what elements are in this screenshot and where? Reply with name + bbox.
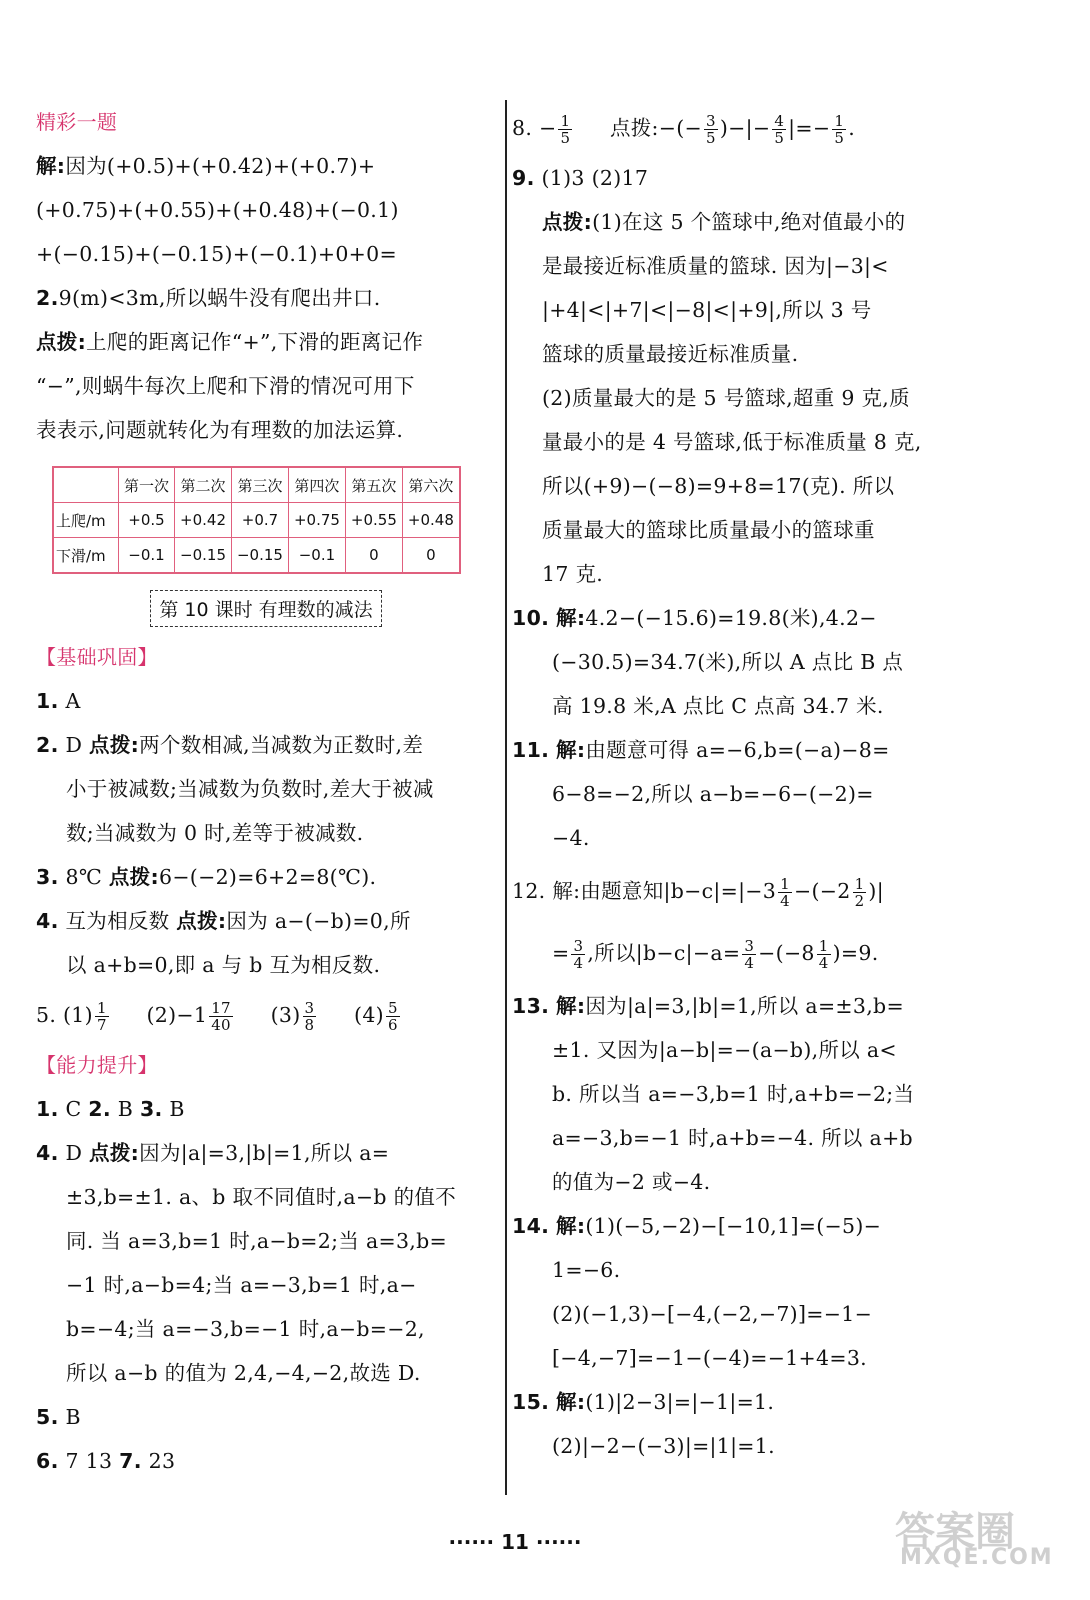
answer-line: −1 时,a−b=4;当 a=−3,b=1 时,a− <box>66 1273 417 1297</box>
answer-line: 1. A <box>36 689 81 713</box>
answer-line: ±1. 又因为|a−b|=−(a−b),所以 a< <box>552 1038 897 1062</box>
answer-line-q5 <box>36 987 496 1043</box>
q5-part: (2)−1 <box>146 1003 208 1027</box>
table-cell: 第四次 <box>288 467 345 503</box>
answer-line: b. 所以当 a=−3,b=1 时,a+b=−2;当 <box>552 1082 915 1106</box>
answer-line: 质量最大的篮球比质量最小的篮球重 <box>542 518 875 542</box>
fraction: $\frac{1}{7}$ <box>96 999 107 1034</box>
answer-line: 量最小的是 4 号篮球,低于标准质量 8 克, <box>542 430 922 454</box>
jingcai-line: 解:因为(+0.5)+(+0.42)+(+0.7)+ <box>36 154 376 178</box>
watermark-url: MXQE.COM <box>900 1545 1054 1570</box>
q5-label: 5. <box>36 1003 57 1027</box>
q8-label: 8. − <box>512 116 557 140</box>
page-number: ······ 11 ······ <box>448 1530 582 1554</box>
lesson-title-text: 第 10 课时 有理数的减法 <box>150 590 381 627</box>
table-cell: −0.15 <box>231 538 288 574</box>
answer-line-q12b <box>512 922 982 984</box>
fraction: $\frac{3}{8}$ <box>304 999 315 1034</box>
answer-line: 14. 解:(1)(−5,−2)−[−10,1]=(−5)− <box>512 1214 882 1238</box>
table-cell: 0 <box>402 538 459 574</box>
snail-climb-table <box>52 466 461 574</box>
answer-line-q8 <box>512 100 982 156</box>
answer-line: 1=−6. <box>552 1258 621 1282</box>
table-cell: 第六次 <box>402 467 459 503</box>
answer-line: 数;当减数为 0 时,差等于被减数. <box>66 821 364 845</box>
table-cell: 第三次 <box>231 467 288 503</box>
answer-line: (2)|−2−(−3)|=|1|=1. <box>552 1434 775 1458</box>
fraction: $\frac{5}{6}$ <box>387 999 398 1034</box>
column-divider <box>505 100 507 1495</box>
table-cell: 第二次 <box>175 467 232 503</box>
answer-line: (−30.5)=34.7(米),所以 A 点比 B 点 <box>552 650 904 674</box>
answer-line-q12 <box>512 860 982 922</box>
jingcai-line: 表表示,问题就转化为有理数的加法运算. <box>36 418 404 442</box>
answer-line: 6−8=−2,所以 a−b=−6−(−2)= <box>552 782 874 806</box>
answer-line: 11. 解:由题意可得 a=−6,b=(−a)−8= <box>512 738 890 762</box>
table-row <box>53 503 460 538</box>
q5-part: (1) <box>63 1003 93 1027</box>
q12-mid2: −(−8 <box>758 941 815 965</box>
answer-line: 4. D 点拨:因为|a|=3,|b|=1,所以 a= <box>36 1141 390 1165</box>
q5-part: (3) <box>270 1003 301 1027</box>
table-cell: +0.48 <box>402 503 459 538</box>
answer-line: 以 a+b=0,即 a 与 b 互为相反数. <box>66 953 381 977</box>
answer-line: (2)质量最大的是 5 号篮球,超重 9 克,质 <box>542 386 910 410</box>
answer-line: 4. 互为相反数 点拨:因为 a−(−b)=0,所 <box>36 909 411 933</box>
fraction: $\frac{1}{5}$ <box>834 112 845 147</box>
table-cell <box>53 467 119 503</box>
section-nengli-heading: 【能力提升】 <box>36 1053 158 1077</box>
answer-line: 所以 a−b 的值为 2,4,−4,−2,故选 D. <box>66 1361 421 1385</box>
answer-line: 15. 解:(1)|2−3|=|−1|=1. <box>512 1390 775 1414</box>
answer-line: ±3,b=±1. a、b 取不同值时,a−b 的值不 <box>66 1185 457 1209</box>
q8-end: |=− <box>788 116 831 140</box>
answer-line: |+4|<|+7|<|−8|<|+9|,所以 3 号 <box>542 298 872 322</box>
table-cell: +0.75 <box>288 503 345 538</box>
section-jingcai-heading: 精彩一题 <box>36 110 118 134</box>
answer-line: 的值为−2 或−4. <box>552 1170 711 1194</box>
answer-line: −4. <box>552 826 590 850</box>
table-cell: 第一次 <box>119 467 175 503</box>
table-cell: 下滑/m <box>53 538 119 574</box>
fraction: $\frac{3}{4}$ <box>744 937 755 972</box>
q8-tail: . <box>848 116 856 140</box>
table-cell: +0.55 <box>345 503 402 538</box>
lesson-title <box>36 590 496 627</box>
q12-mid: ,所以|b−c|−a= <box>587 941 741 965</box>
jingcai-line: (+0.75)+(+0.55)+(+0.48)+(−0.1) <box>36 198 399 222</box>
answer-line: 小于被减数;当减数为负数时,差大于被减 <box>66 777 434 801</box>
table-row <box>53 538 460 574</box>
fraction: $\frac{3}{5}$ <box>706 112 716 147</box>
fraction: $\frac{1}{4}$ <box>818 937 829 972</box>
answer-line: (2)(−1,3)−[−4,(−2,−7)]=−1− <box>552 1302 873 1326</box>
fraction: $\frac{1}{5}$ <box>560 112 571 147</box>
answer-line: 同. 当 a=3,b=1 时,a−b=2;当 a=3,b= <box>66 1229 448 1253</box>
answer-line: [−4,−7]=−1−(−4)=−1+4=3. <box>552 1346 867 1370</box>
answer-line: a=−3,b=−1 时,a+b=−4. 所以 a+b <box>552 1126 913 1150</box>
answer-line: 是最接近标准质量的篮球. 因为|−3|< <box>542 254 889 278</box>
table-cell: −0.1 <box>119 538 175 574</box>
jingcai-line: “−”,则蜗牛每次上爬和下滑的情况可用下 <box>36 374 415 398</box>
answer-line: 所以(+9)−(−8)=9+8=17(克). 所以 <box>542 474 895 498</box>
answer-line: 高 19.8 米,A 点比 C 点高 34.7 米. <box>552 694 884 718</box>
fraction: $\frac{17}{40}$ <box>211 999 231 1034</box>
watermark-logo: 答案圈 <box>895 1509 1015 1555</box>
q12-mid: −(−2 <box>793 879 851 903</box>
table-cell: 第五次 <box>345 467 402 503</box>
table-cell: +0.5 <box>119 503 175 538</box>
left-column <box>36 100 496 1483</box>
fraction: $\frac{1}{2}$ <box>854 875 865 910</box>
answer-line: 点拨:(1)在这 5 个篮球中,绝对值最小的 <box>542 210 906 234</box>
fraction: $\frac{1}{4}$ <box>780 875 790 910</box>
q5-part: (4) <box>354 1003 384 1027</box>
table-cell: +0.7 <box>231 503 288 538</box>
answer-line: 6. 7 13 7. 23 <box>36 1449 176 1473</box>
answer-line: 10. 解:4.2−(−15.6)=19.8(米),4.2− <box>512 606 877 630</box>
answer-line: 3. 8℃ 点拨:6−(−2)=6+2=8(℃). <box>36 865 377 889</box>
table-header-row <box>53 467 460 503</box>
answer-line: 17 克. <box>542 562 604 586</box>
answer-line: 篮球的质量最接近标准质量. <box>542 342 799 366</box>
table-cell: −0.15 <box>175 538 232 574</box>
answer-line: 2. D 点拨:两个数相减,当减数为正数时,差 <box>36 733 424 757</box>
fraction: $\frac{3}{4}$ <box>573 937 584 972</box>
table-cell: 0 <box>345 538 402 574</box>
right-column <box>512 100 982 1468</box>
fraction: $\frac{4}{5}$ <box>774 112 785 147</box>
table-cell: −0.1 <box>288 538 345 574</box>
section-jichu-heading: 【基础巩固】 <box>36 645 158 669</box>
jingcai-line: 2.9(m)<3m,所以蜗牛没有爬出井口. <box>36 286 381 310</box>
answer-line: 9. (1)3 (2)17 <box>512 166 649 190</box>
jingcai-line: +(−0.15)+(−0.15)+(−0.1)+0+0= <box>36 242 397 266</box>
q12-end: )=9. <box>832 941 879 965</box>
table-cell: +0.42 <box>175 503 232 538</box>
q8-hint: 点拨:−(− <box>609 116 703 140</box>
answer-line: 13. 解:因为|a|=3,|b|=1,所以 a=±3,b= <box>512 994 904 1018</box>
answer-line: b=−4;当 a=−3,b=−1 时,a−b=−2, <box>66 1317 425 1341</box>
q12-end: )| <box>868 879 884 903</box>
q12-start: = <box>552 941 570 965</box>
jingcai-line: 点拨:上爬的距离记作“+”,下滑的距离记作 <box>36 330 424 354</box>
q8-mid: )−|− <box>719 116 771 140</box>
answer-line: 1. C 2. B 3. B <box>36 1097 185 1121</box>
answer-line: 5. B <box>36 1405 81 1429</box>
table-cell: 上爬/m <box>53 503 119 538</box>
q12-text: 12. 解:由题意知|b−c|=|−3 <box>512 879 777 903</box>
